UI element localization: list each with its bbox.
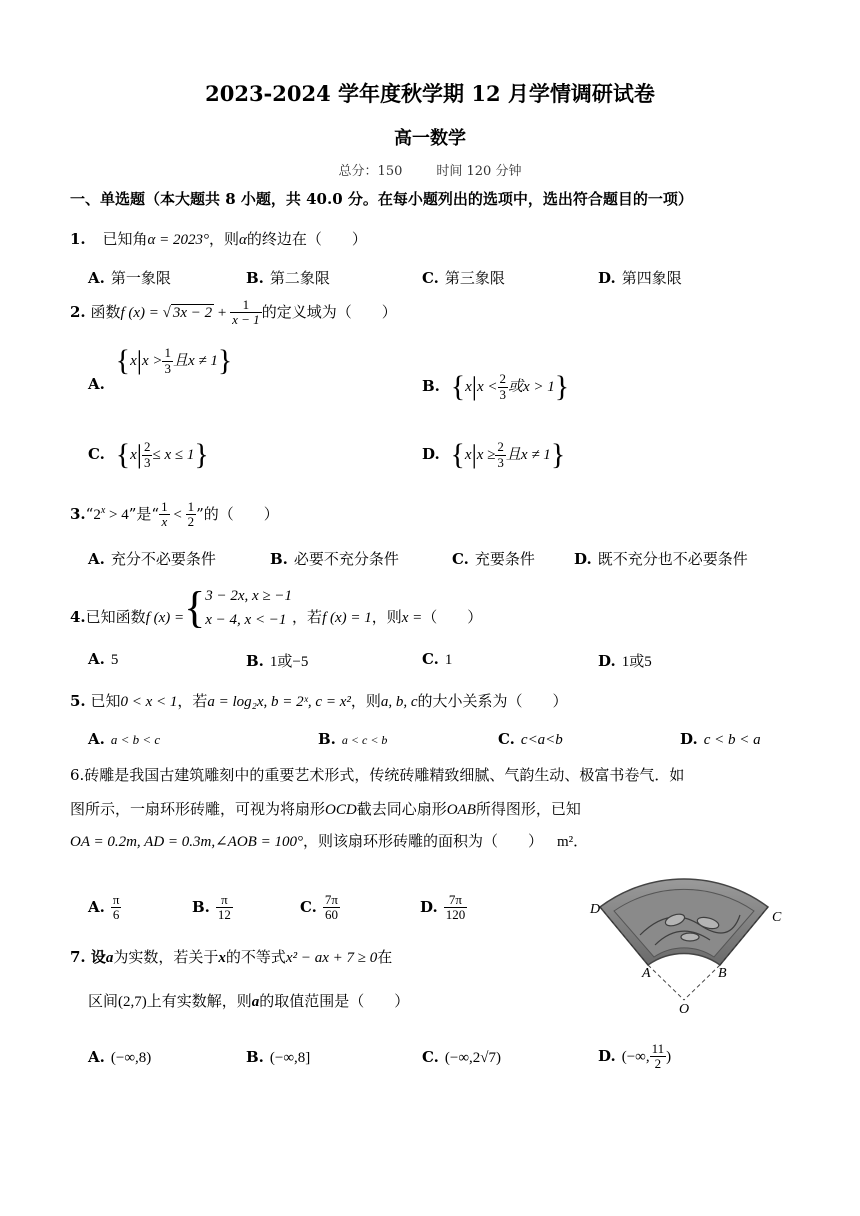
exam-time: 时间 120 分钟: [436, 164, 522, 179]
question-7-line-1: 7. 设a为实数，若关于x的不等式x² − ax + 7 ≥ 0在: [70, 948, 393, 966]
q3-option-c[interactable]: C. 充要条件: [452, 550, 535, 568]
q2-option-c[interactable]: C. {x| $\frac{2}{3}$ ≤ x ≤ 1}: [88, 438, 209, 471]
q1-option-b[interactable]: B. 第二象限: [246, 269, 330, 287]
q6-option-a[interactable]: A. $\frac{\pi}{6}$: [88, 892, 120, 923]
q3-option-d[interactable]: D. 既不充分也不必要条件: [574, 550, 748, 568]
q2-option-a[interactable]: A. {x|x > $\frac{1}{3}$ 且x ≠ 1}: [88, 344, 233, 393]
brick-carving-figure: [580, 865, 790, 1015]
q7-option-a[interactable]: A. (−∞,8): [88, 1048, 152, 1066]
label-b: B: [718, 966, 727, 981]
label-d: D: [590, 902, 601, 917]
q4-option-c[interactable]: C. 1: [422, 650, 453, 668]
question-7-line-2: 区间(2,7)上有实数解，则a的取值范围是（ ）: [88, 992, 410, 1010]
question-6-line-1: 6.砖雕是我国古建筑雕刻中的重要艺术形式，传统砖雕精致细腻、气韵生动、极富书卷气．如: [70, 766, 685, 784]
exam-meta: [0, 160, 860, 179]
exam-title: 2023-2024 学年度秋学期 12 月学情调研试卷: [205, 81, 655, 106]
q7-option-d[interactable]: D. (−∞, $\frac{11}{2}$ ): [598, 1041, 672, 1072]
question-2: 2. 函数f (x) = √ 3x − 2 + $\frac{1}{x - 1}$ 的定义域为（ ）: [70, 297, 397, 328]
question-5: 5. 已知0 < x < 1，若a = log₂x, b = 2ˣ, c = x²，则a, b, c的大小关系为（ ）: [70, 692, 568, 710]
question-4: 4.已知函数f (x) ={ 3 − 2x, x ≥ −1 x − 4, x < −1 ，若f (x) = 1，则x =（ ）: [70, 583, 483, 632]
q2-option-d[interactable]: D. {x|x ≥ $\frac{2}{3}$ 且x ≠ 1}: [422, 438, 566, 471]
q5-option-a[interactable]: A. a < b < c: [88, 730, 161, 748]
q4-option-b[interactable]: B. 1或−5: [246, 652, 309, 670]
q4-option-a[interactable]: A. 5: [88, 650, 119, 668]
label-o: O: [679, 1002, 690, 1015]
q5-option-c[interactable]: C. c<a<b: [498, 730, 563, 748]
question-3: $3.“2^x > 4$”是“ $\frac{1}{x}$ < $\frac{1}{2}$ ”的（ ）: [70, 499, 279, 530]
label-a: A: [642, 966, 651, 981]
q5-option-d[interactable]: D. c < b < a: [680, 730, 761, 748]
q1-option-d[interactable]: D. 第四象限: [598, 269, 682, 287]
question-6-line-3: OA = 0.2m, AD = 0.3m,∠AOB = 100°，则该扇环形砖雕的面积为（ ） m²．: [70, 832, 589, 850]
question-6-line-2: 图所示，一扇环形砖雕，可视为将扇形OCD截去同心扇形OAB所得图形，已知: [70, 800, 581, 818]
q1-option-c[interactable]: C. 第三象限: [422, 269, 505, 287]
q6-option-b[interactable]: B. $\frac{\pi}{12}$: [192, 892, 231, 923]
exam-subject: 高一数学: [394, 128, 466, 149]
question-number: 1.: [70, 230, 86, 248]
dashed-oa: [648, 965, 684, 1000]
q7-option-c[interactable]: C. (−∞,2√7): [422, 1048, 502, 1066]
section-heading: 一、单选题（本大题共 8 小题，共 40.0 分。在每小题列出的选项中，选出符合题目的一项）: [70, 190, 693, 208]
q5-option-b[interactable]: B. a < c < b: [318, 730, 388, 748]
label-c: C: [772, 910, 782, 925]
q7-option-b[interactable]: B. (−∞,8]: [246, 1048, 311, 1066]
q2-option-b[interactable]: B. {x|x < $\frac{2}{3}$ 或x > 1}: [422, 370, 570, 403]
total-score: 总分：150: [338, 164, 403, 179]
question-1: 1. 已知角α = 2023°，则α的终边在（ ）: [70, 230, 367, 248]
q6-option-d[interactable]: D. $\frac{7\pi}{120}$: [420, 892, 466, 923]
q3-option-a[interactable]: A. 充分不必要条件: [88, 550, 216, 568]
q4-option-d[interactable]: D. 1或5: [598, 652, 652, 670]
q6-option-c[interactable]: C. $\frac{7\pi}{60}$: [300, 892, 338, 923]
q3-option-b[interactable]: B. 必要不充分条件: [270, 550, 399, 568]
q1-option-a[interactable]: A. 第一象限: [88, 269, 171, 287]
dashed-ob: [684, 965, 720, 1000]
